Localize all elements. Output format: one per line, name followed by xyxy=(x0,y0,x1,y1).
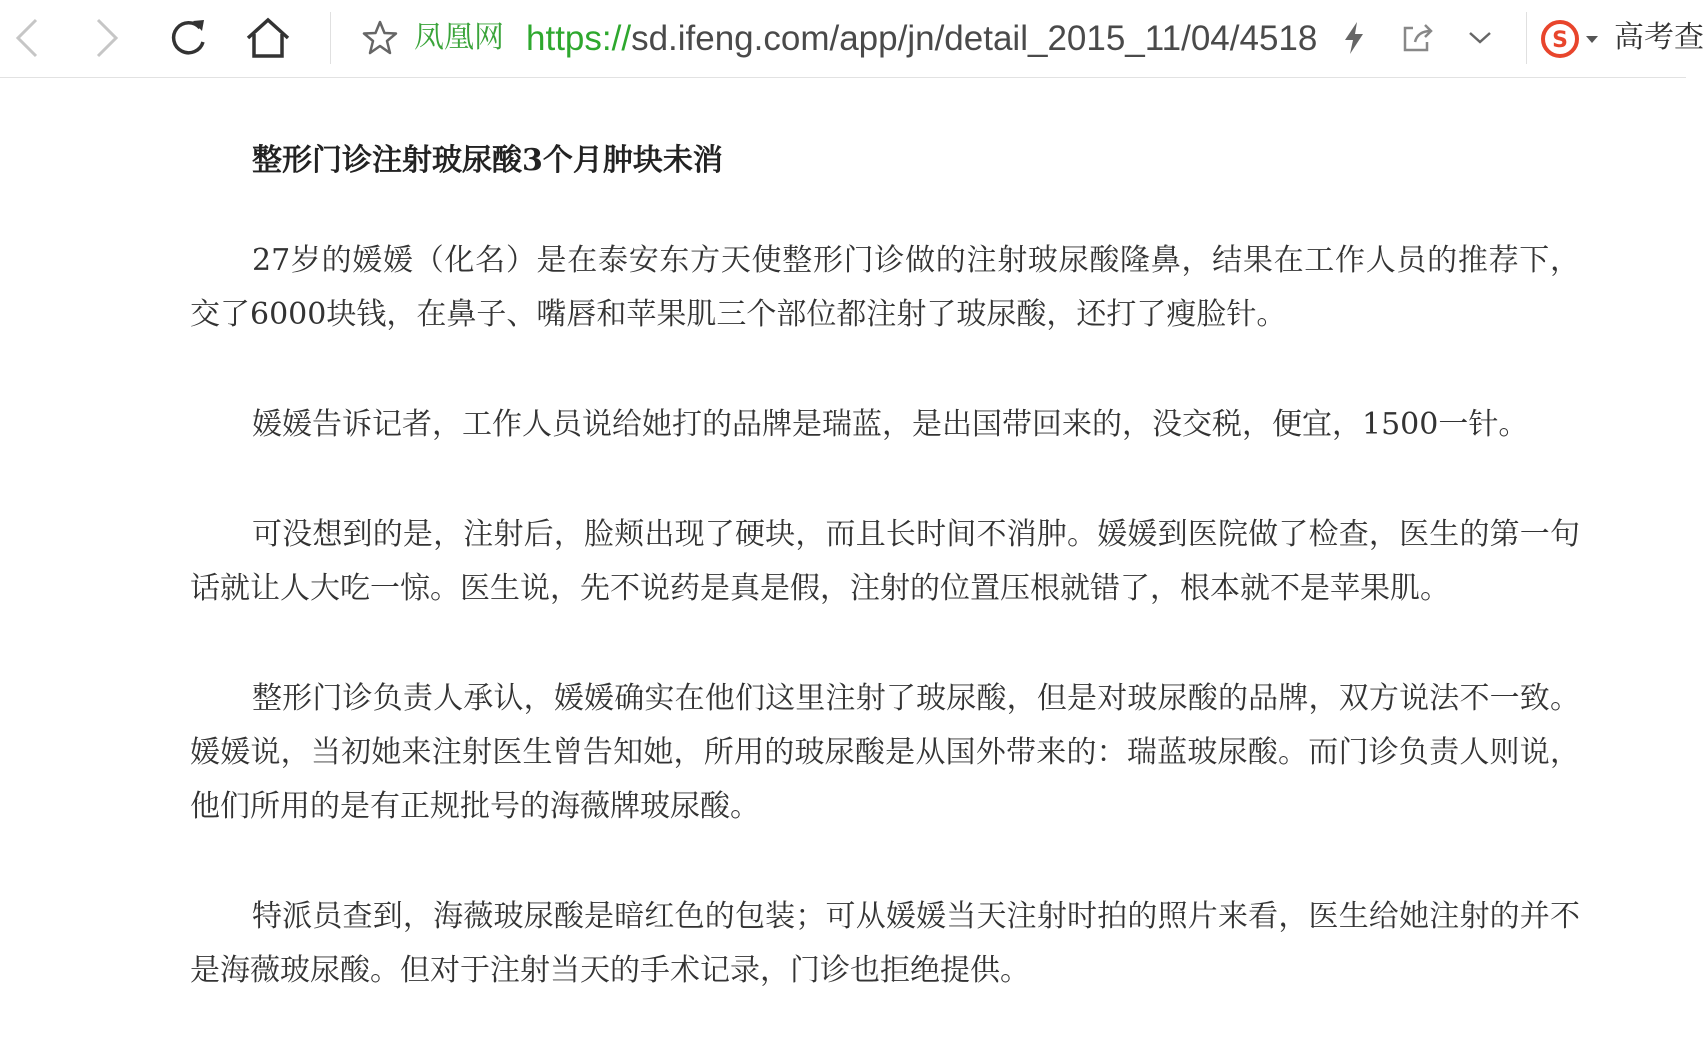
share-button[interactable] xyxy=(1390,10,1446,66)
article-paragraph: 媛媛告诉记者，工作人员说给她打的品牌是瑞蓝，是出国带回来的，没交税，便宜，1500一针。 xyxy=(252,407,1529,442)
sogou-logo-icon xyxy=(1540,19,1580,59)
site-name: 凤凰网 xyxy=(414,21,504,54)
toolbar-separator xyxy=(330,12,331,64)
article-paragraph: 特派员查到，海薇玻尿酸是暗红色的包装；可从媛媛当天注射时拍的照片来看，医生给她注射的并不是海薇玻尿酸。但对于注射当天的手术记录，门诊也拒绝提供。 xyxy=(190,899,1580,988)
forward-button[interactable] xyxy=(78,10,134,66)
lightning-icon xyxy=(1342,21,1366,55)
toolbar-separator xyxy=(1526,12,1527,64)
home-icon xyxy=(245,16,291,60)
url-path: sd.ifeng.com/app/jn/detail_2015_11/04/4518 xyxy=(631,19,1318,58)
speed-mode-button[interactable] xyxy=(1326,10,1382,66)
chevron-right-icon xyxy=(88,16,124,60)
address-bar[interactable] xyxy=(526,14,1318,64)
search-engine-selector[interactable] xyxy=(1540,14,1598,64)
caret-down-icon xyxy=(1586,36,1598,43)
chevron-left-icon xyxy=(10,16,46,60)
svg-text:S: S xyxy=(1552,28,1568,53)
refresh-icon xyxy=(166,16,210,60)
back-button[interactable] xyxy=(0,10,56,66)
article-paragraph: 可没想到的是，注射后，脸颊出现了硬块，而且长时间不消肿。媛媛到医院做了检查，医生的第一句话就让人大吃一惊。医生说，先不说药是真是假，注射的位置压根就错了，根本就不是苹果肌。 xyxy=(190,517,1580,606)
article-content xyxy=(190,110,1580,1054)
url-scheme: https:// xyxy=(526,19,632,58)
chevron-down-icon xyxy=(1467,30,1493,46)
article-headline: 整形门诊注射玻尿酸3个月肿块未消 xyxy=(252,143,723,178)
share-icon xyxy=(1401,22,1435,54)
browser-toolbar xyxy=(0,0,1704,78)
home-button[interactable] xyxy=(240,10,296,66)
refresh-button[interactable] xyxy=(160,10,216,66)
search-box-text[interactable]: 高考查 xyxy=(1614,21,1704,54)
star-icon xyxy=(361,19,399,57)
favorite-button[interactable] xyxy=(352,10,408,66)
article-paragraph: 整形门诊负责人承认，媛媛确实在他们这里注射了玻尿酸，但是对玻尿酸的品牌，双方说法不一致。媛媛说，当初她来注射医生曾告知她，所用的玻尿酸是从国外带来的：瑞蓝玻尿酸。而门诊负责人则说，他们所用的是有正规批号的海薇牌玻尿酸。 xyxy=(190,681,1580,824)
more-dropdown-button[interactable] xyxy=(1452,10,1508,66)
article-paragraph: 27岁的媛媛（化名）是在泰安东方天使整形门诊做的注射玻尿酸隆鼻，结果在工作人员的推荐下，交了6000块钱，在鼻子、嘴唇和苹果肌三个部位都注射了玻尿酸，还打了瘦脸针。 xyxy=(190,243,1580,332)
